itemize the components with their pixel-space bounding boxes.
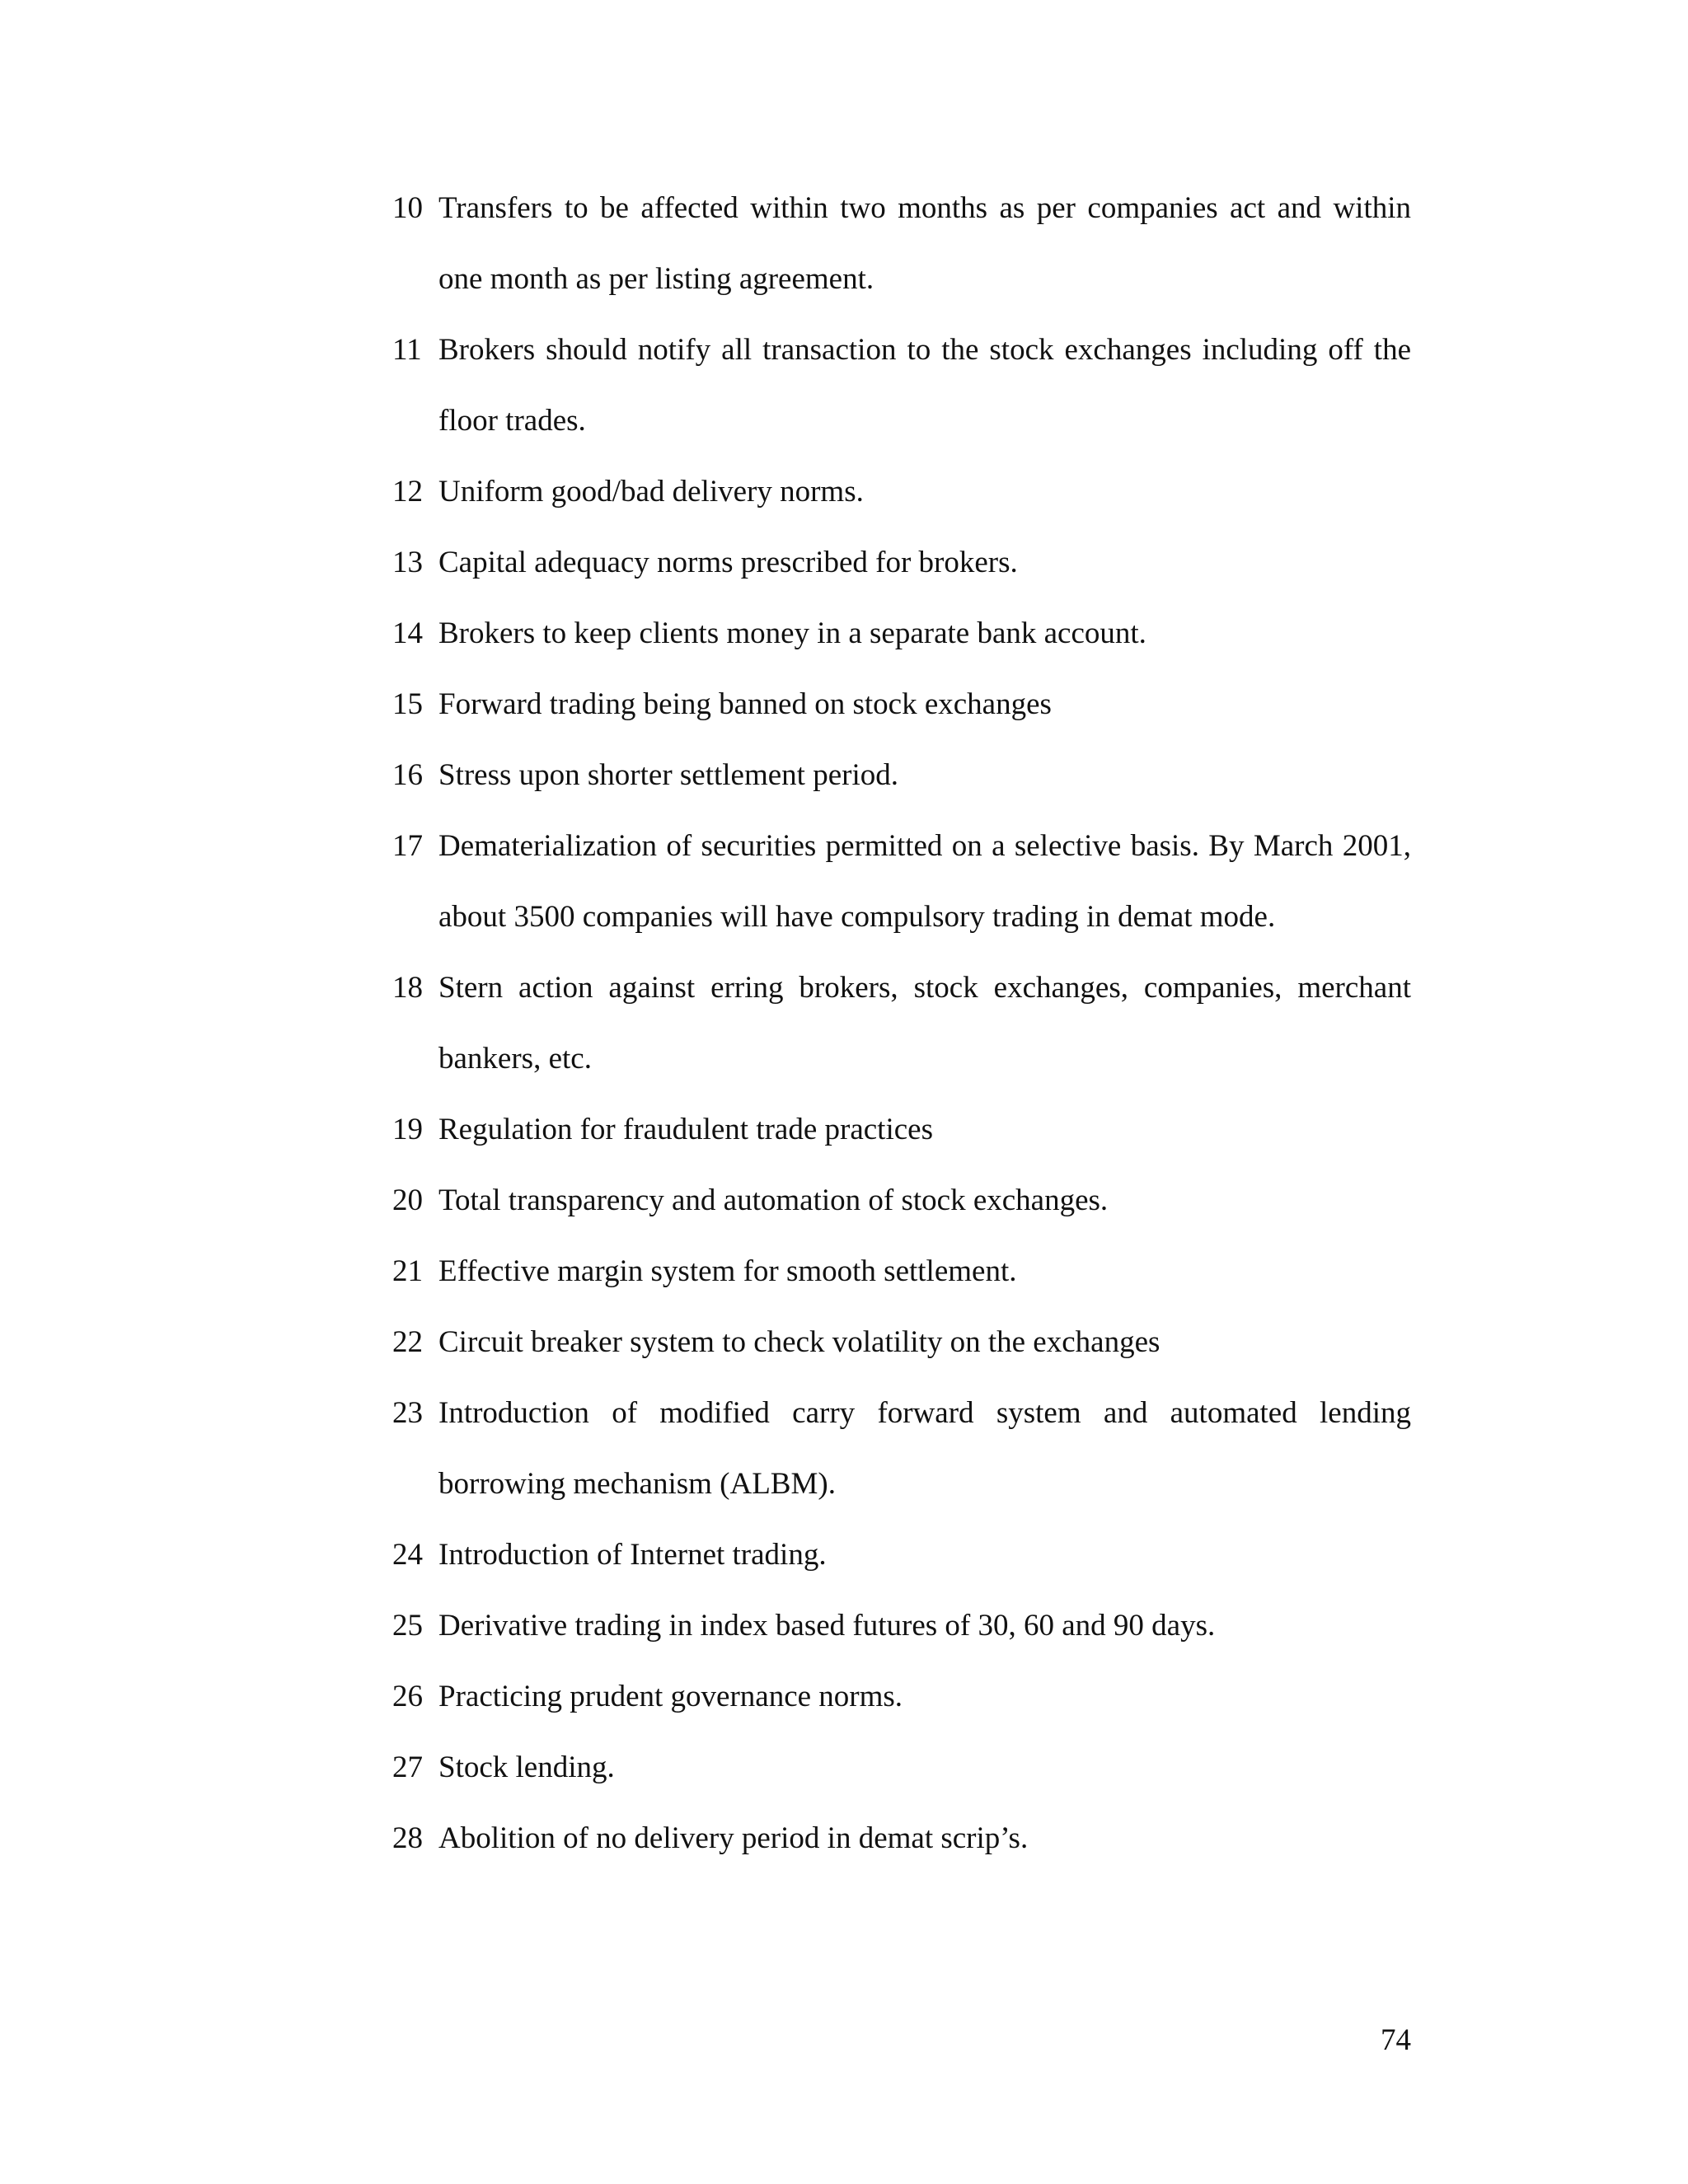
item-number: 19 (392, 1113, 423, 1146)
list-item (392, 1732, 1411, 1803)
item-text: Abolition of no delivery period in demat scrip’s. (438, 1821, 1029, 1855)
item-text: Uniform good/bad delivery norms. (438, 475, 864, 509)
numbered-list (392, 173, 1411, 1874)
item-number: 17 (392, 829, 423, 863)
item-text: Stern action against erring brokers, stock exchanges, companies, merchant bankers, etc. (438, 971, 1411, 1076)
item-number: 12 (392, 475, 423, 509)
list-item (392, 811, 1411, 953)
item-text: Derivative trading in index based futures of 30, 60 and 90 days. (438, 1609, 1216, 1643)
item-text: Practicing prudent governance norms. (438, 1680, 903, 1713)
list-item (392, 1378, 1411, 1520)
item-text: Total transparency and automation of stock exchanges. (438, 1183, 1109, 1217)
list-item (392, 1661, 1411, 1732)
item-text: Capital adequacy norms prescribed for brokers. (438, 546, 1018, 579)
item-number: 27 (392, 1750, 423, 1784)
list-item (392, 1094, 1411, 1165)
list-item (392, 953, 1411, 1094)
item-text: Regulation for fraudulent trade practices (438, 1113, 933, 1146)
item-text: Transfers to be affected within two months as per companies act and within one month as per listing agreement. (438, 191, 1411, 296)
item-text: Circuit breaker system to check volatility on the exchanges (438, 1325, 1160, 1359)
item-text: Stress upon shorter settlement period. (438, 758, 898, 792)
list-item (392, 1803, 1411, 1874)
item-number: 20 (392, 1183, 423, 1217)
list-item (392, 740, 1411, 811)
list-item (392, 1520, 1411, 1591)
item-number: 21 (392, 1254, 423, 1288)
list-item (392, 1236, 1411, 1307)
item-number: 23 (392, 1396, 423, 1430)
item-text: Stock lending. (438, 1750, 615, 1784)
item-number: 28 (392, 1821, 423, 1855)
item-text: Dematerialization of securities permitted on a selective basis. By March 2001, about 3500 companies will have compulsory trading in demat mode. (438, 829, 1411, 934)
list-item (392, 1591, 1411, 1661)
list-item (392, 173, 1411, 315)
item-number: 26 (392, 1680, 423, 1713)
item-text: Brokers should notify all transaction to the stock exchanges including off the floor trades. (438, 333, 1411, 438)
item-number: 25 (392, 1609, 423, 1643)
item-number: 13 (392, 546, 423, 579)
list-item (392, 1165, 1411, 1236)
item-number: 15 (392, 687, 423, 721)
item-text: Forward trading being banned on stock exchanges (438, 687, 1052, 721)
item-text: Brokers to keep clients money in a separate bank account. (438, 616, 1146, 650)
item-text: Effective margin system for smooth settlement. (438, 1254, 1017, 1288)
item-number: 24 (392, 1538, 423, 1572)
list-item (392, 669, 1411, 740)
list-item (392, 457, 1411, 527)
list-item (392, 527, 1411, 598)
page-number: 74 (1381, 2023, 1411, 2057)
item-number: 22 (392, 1325, 423, 1359)
list-item (392, 598, 1411, 669)
item-number: 11 (392, 333, 422, 367)
list-item (392, 1307, 1411, 1378)
item-number: 18 (392, 971, 423, 1005)
item-number: 14 (392, 616, 423, 650)
item-text: Introduction of modified carry forward system and automated lending borrowing mechanism (ALBM). (438, 1396, 1411, 1501)
item-number: 10 (392, 191, 423, 225)
list-item (392, 315, 1411, 457)
item-number: 16 (392, 758, 423, 792)
item-text: Introduction of Internet trading. (438, 1538, 827, 1572)
